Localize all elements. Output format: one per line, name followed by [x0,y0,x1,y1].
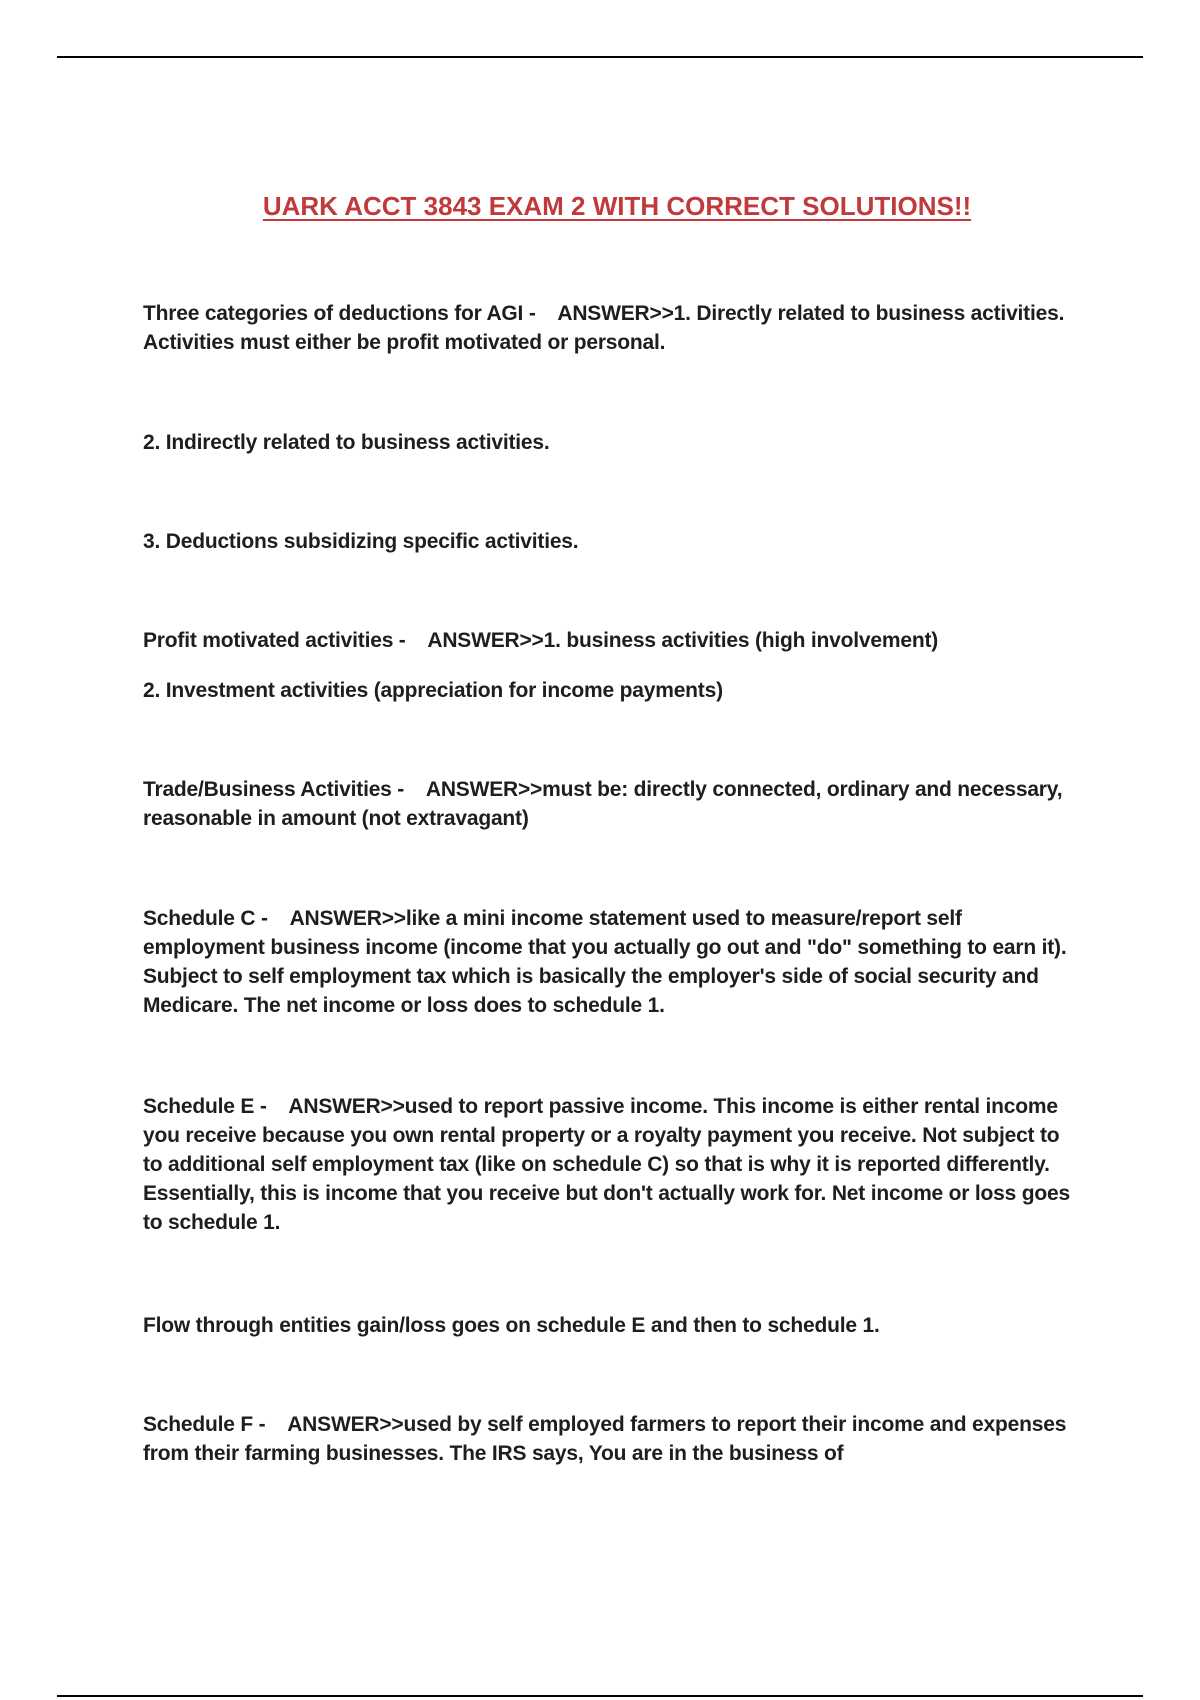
entry-term: Schedule C [143,907,256,930]
qa-entry-schedule-f [143,1410,1083,1468]
top-rule [57,56,1143,58]
entry-term: Trade/Business Activities [143,778,392,801]
entry-separator: - [253,1413,288,1436]
entry-answer: ANSWER>>1. Directly related to business activities. Activities must either be profit motivated or personal. [143,302,1065,354]
qa-entry-trade-business [143,775,1083,833]
entry-answer: ANSWER>>used to report passive income. This income is either rental income you receive because you own rental property or a royalty payment you receive. Not subject to to additional self employment tax (like on schedule C) so that is why it is reported differently. Essentially, this is income that you receive but don't actually work for. Net income or loss goes to schedule 1. [143,1095,1070,1234]
document-title: UARK ACCT 3843 EXAM 2 WITH CORRECT SOLUTIONS!! [262,191,972,221]
qa-entry-schedule-c [143,904,1083,1020]
entry-answer: ANSWER>>1. business activities (high involvement) [427,629,939,652]
list-item-investment: 2. Investment activities (appreciation for income payments) [143,679,723,702]
entry-answer: ANSWER>>like a mini income statement used to measure/report self employment business income (income that you actually go out and "do" something to earn it). Subject to self employment tax which is basically the employer's side of social security and Medicare. The net income or loss does to schedule 1. [143,907,1067,1017]
entry-answer: ANSWER>>used by self employed farmers to report their income and expenses from their farming businesses. The IRS says, You are in the business of [143,1413,1067,1465]
list-item-indirect: 2. Indirectly related to business activities. [143,431,550,454]
entry-answer: ANSWER>>must be: directly connected, ordinary and necessary, reasonable in amount (not extravagant) [143,778,1063,830]
entry-term: Schedule E [143,1095,255,1118]
entry-separator: - [254,1095,289,1118]
list-item-flow-through: Flow through entities gain/loss goes on schedule E and then to schedule 1. [143,1314,880,1337]
qa-entry-profit-motivated [143,626,1083,655]
entry-term: Three categories of deductions for AGI [143,302,524,325]
entry-separator: - [255,907,290,930]
list-item-subsidizing: 3. Deductions subsidizing specific activities. [143,530,579,553]
qa-entry-schedule-e [143,1092,1083,1237]
entry-separator: - [393,629,428,652]
qa-entry-agi-categories [143,299,1083,357]
entry-term: Schedule F [143,1413,254,1436]
entry-term: Profit motivated activities [143,629,394,652]
bottom-rule [57,1695,1143,1697]
entry-separator: - [391,778,426,801]
entry-separator: - [523,302,558,325]
